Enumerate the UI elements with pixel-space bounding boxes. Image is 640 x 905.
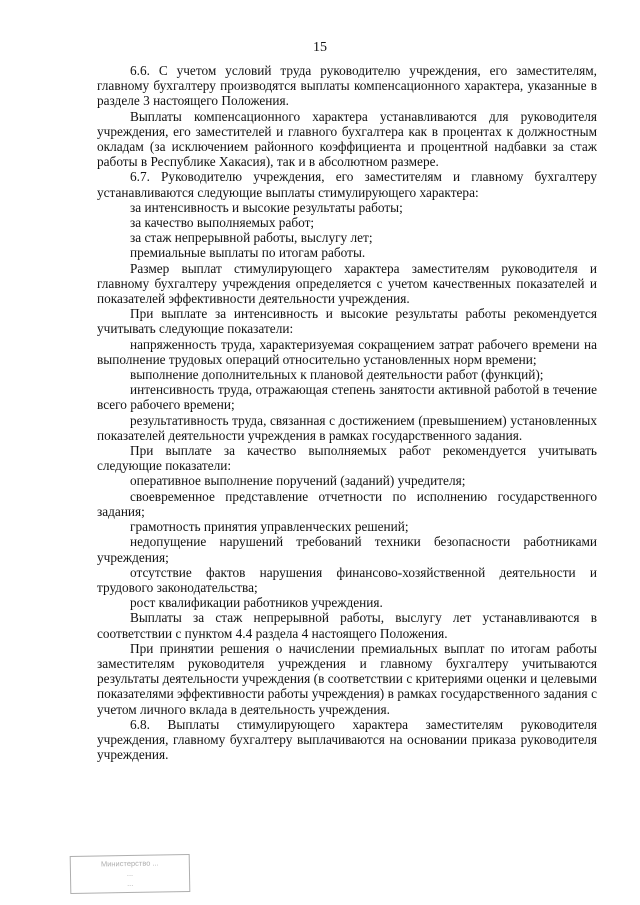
paragraph: 6.8. Выплаты стимулирующего характера заместителям руководителя учреждения, главному бухгалтеру выплачиваются на основании приказа руководителя учреждения. [97, 716, 597, 763]
paragraph: 6.7. Руководителю учреждения, его заместителям и главному бухгалтеру устанавливаются следующие выплаты стимулирующего характера: [97, 169, 597, 200]
paragraph: Выплаты компенсационного характера устанавливаются для руководителя учреждения, его заместителей и главного бухгалтера как в процентах к должностным окладам (за исключением районного коэффициента и процентной надбавки за стаж работы в Республике Хакасия), так и в абсолютном размере. [97, 108, 597, 170]
list-item: выполнение дополнительных к плановой деятельности работ (функций); [130, 367, 544, 383]
paragraph: При выплате за интенсивность и высокие результаты работы рекомендуется учитывать следующие показатели: [97, 306, 597, 337]
page-number: 15 [313, 40, 327, 55]
paragraph: 6.6. С учетом условий труда руководителю учреждения, его заместителям, главному бухгалтеру производятся выплаты компенсационного характера, указанные в разделе 3 настоящего Положения. [97, 63, 597, 109]
list-item: своевременное представление отчетности по исполнению государственного задания; [97, 488, 597, 519]
paragraph: Размер выплат стимулирующего характера заместителям руководителя и главному бухгалтеру учреждения определяется с учетом качественных показателей и показателей эффективности деятельности учреждения. [97, 260, 597, 307]
list-item: результативность труда, связанная с достижением (превышением) установленных показателей деятельности учреждения в рамках государственного задания. [97, 412, 597, 443]
stamp-line: Министерство ... [100, 858, 159, 869]
list-item: напряженность труда, характеризуемая сокращением затрат рабочего времени на выполнение трудовых операций относительно установленных норм времени; [97, 336, 597, 367]
stamp-line: ... [126, 878, 134, 889]
list-item: за интенсивность и высокие результаты работы; [130, 199, 403, 215]
list-item: за качество выполняемых работ; [130, 215, 315, 231]
stamp-line: ... [126, 868, 134, 879]
list-item: премиальные выплаты по итогам работы. [130, 245, 366, 261]
paragraph: Выплаты за стаж непрерывной работы, выслугу лет устанавливаются в соответствии с пунктом 4.4 раздела 4 настоящего Положения. [97, 610, 597, 641]
list-item: недопущение нарушений требований техники безопасности работниками учреждения; [97, 534, 597, 565]
list-item: оперативное выполнение поручений (заданий) учредителя; [130, 473, 466, 489]
registration-stamp [70, 854, 191, 894]
list-item: за стаж непрерывной работы, выслугу лет; [130, 230, 373, 246]
list-item: рост квалификации работников учреждения. [130, 595, 383, 611]
list-item: отсутствие фактов нарушения финансово-хозяйственной деятельности и трудового законодательства; [97, 564, 597, 595]
list-item: интенсивность труда, отражающая степень занятости активной работой в течение всего рабочего времени; [97, 382, 597, 413]
paragraph: При принятии решения о начислении премиальных выплат по итогам работы заместителям руководителя учреждения и главному бухгалтеру учитываются результаты деятельности учреждения (в соответствии с критериями оценки и целевыми показателями эффективности работы учреждения) в рамках государственного задания с учетом личного вклада в деятельность учреждения. [97, 640, 597, 717]
paragraph: При выплате за качество выполняемых работ рекомендуется учитывать следующие показатели: [97, 443, 597, 474]
list-item: грамотность принятия управленческих решений; [130, 519, 409, 535]
document-body [97, 63, 597, 762]
